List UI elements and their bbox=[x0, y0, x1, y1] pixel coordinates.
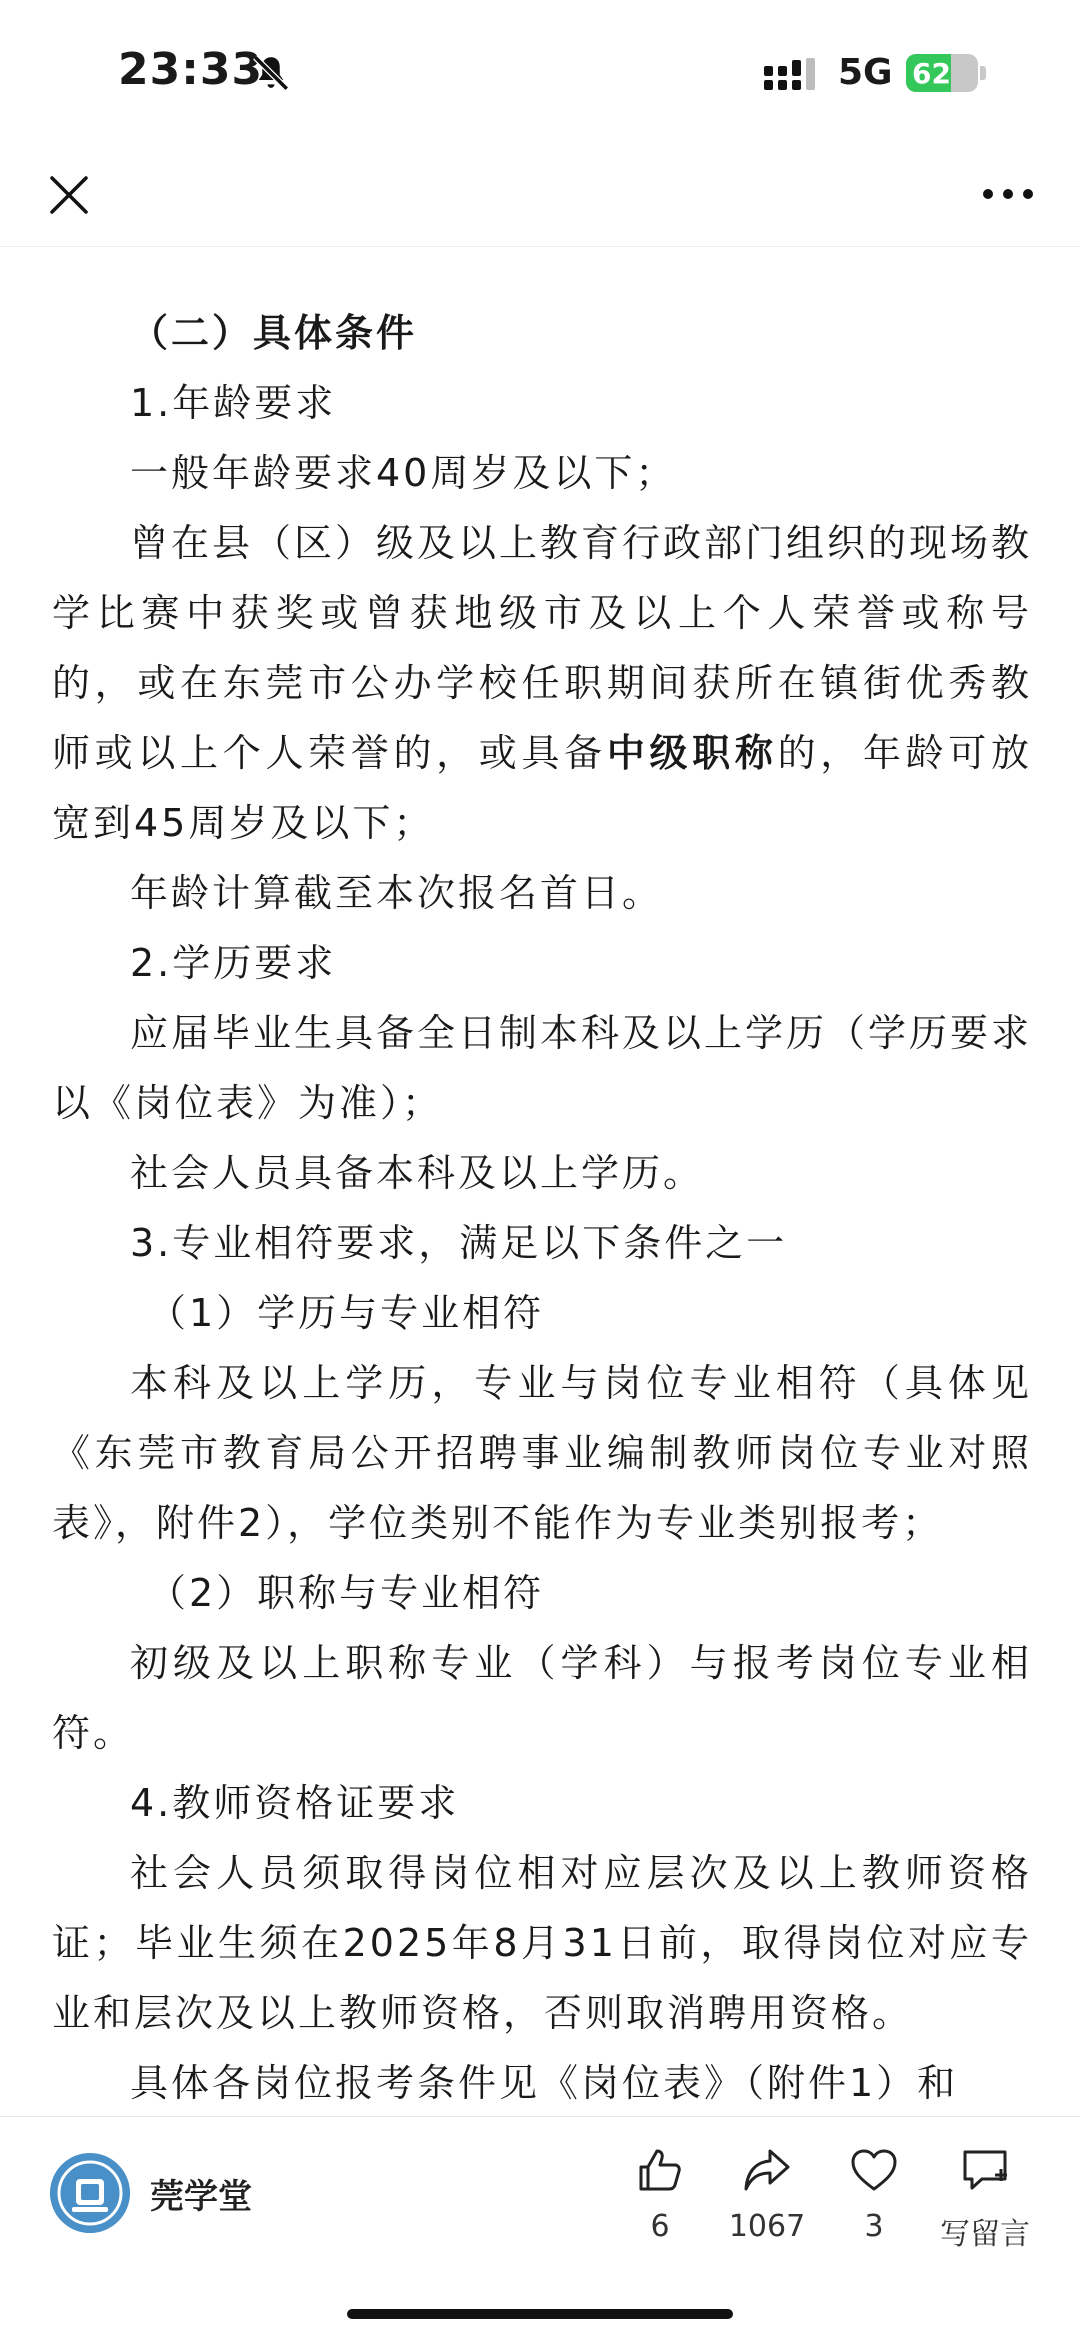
article-body bbox=[52, 298, 1032, 2116]
comment-add-icon bbox=[960, 2145, 1010, 2195]
account-name[interactable]: 莞学堂 bbox=[150, 2177, 252, 2217]
more-options-icon[interactable] bbox=[978, 176, 1038, 212]
article-paragraph: （1）学历与专业相符 bbox=[148, 1291, 545, 1335]
article-paragraph bbox=[52, 508, 1032, 858]
article-paragraph: 社会人员须取得岗位相对应层次及以上教师资格证；毕业生须在2025年8月31日前，取得岗位对应专业和层次及以上教师资格，否则取消聘用资格。 bbox=[52, 1851, 1032, 2035]
article-paragraph: 4.教师资格证要求 bbox=[130, 1781, 460, 1825]
share-arrow-icon bbox=[742, 2145, 792, 2195]
account-avatar[interactable] bbox=[50, 2153, 130, 2233]
like-button[interactable] bbox=[605, 2145, 715, 2255]
battery-level: 62 bbox=[912, 57, 951, 90]
network-type: 5G bbox=[838, 52, 893, 93]
bold-text: 中级职称 bbox=[606, 731, 778, 775]
close-icon[interactable] bbox=[44, 170, 94, 220]
article-paragraph: 初级及以上职称专业（学科）与报考岗位专业相符。 bbox=[52, 1641, 1032, 1755]
status-bar bbox=[0, 0, 1080, 140]
write-comment-button[interactable] bbox=[930, 2145, 1040, 2255]
signal-icon bbox=[764, 58, 820, 92]
article-paragraph: 社会人员具备本科及以上学历。 bbox=[130, 1151, 705, 1195]
article-paragraph: 具体各岗位报考条件见《岗位表》（附件1）和 bbox=[130, 2061, 959, 2105]
text-segment: 曾在县（区）级及以上教育行政部门组织的现场教学比赛中获奖或曾获地级市及以上个人荣誉或称号的，或在东莞市公办学校任职期间获所在镇街优秀教师或以上个人荣誉的，或具备 bbox=[52, 521, 1032, 775]
article-paragraph: 一般年龄要求40周岁及以下； bbox=[130, 451, 677, 495]
home-indicator[interactable] bbox=[347, 2309, 733, 2319]
article-paragraph: （2）职称与专业相符 bbox=[148, 1571, 545, 1615]
nav-bar bbox=[0, 140, 1080, 247]
status-time: 23:33 bbox=[118, 44, 264, 95]
article-paragraph: （二）具体条件 bbox=[130, 311, 418, 355]
share-count: 1067 bbox=[728, 2209, 806, 2244]
article-paragraph: 本科及以上学历，专业与岗位专业相符（具体见《东莞市教育局公开招聘事业编制教师岗位专业对照表》，附件2），学位类别不能作为专业类别报考； bbox=[52, 1361, 1032, 1545]
like-count: 6 bbox=[650, 2209, 670, 2244]
article-paragraph: 2.学历要求 bbox=[130, 941, 337, 985]
article-paragraph: 3.专业相符要求，满足以下条件之一 bbox=[130, 1221, 788, 1265]
article-paragraph: 1.年龄要求 bbox=[130, 381, 337, 425]
bell-muted-icon bbox=[250, 52, 292, 94]
share-button[interactable] bbox=[712, 2145, 822, 2255]
text-segment: 的，年龄可放宽到45周岁及以下； bbox=[52, 731, 1032, 845]
article-paragraph: 年龄计算截至本次报名首日。 bbox=[130, 871, 664, 915]
thumbs-up-icon bbox=[635, 2145, 685, 2195]
favorite-button[interactable] bbox=[819, 2145, 929, 2255]
favorite-count: 3 bbox=[864, 2209, 884, 2244]
write-comment-label: 写留言 bbox=[940, 2217, 1030, 2252]
heart-icon bbox=[849, 2145, 899, 2195]
battery-icon bbox=[906, 54, 986, 92]
article-paragraph: 应届毕业生具备全日制本科及以上学历（学历要求以《岗位表》为准）； bbox=[52, 1011, 1032, 1125]
